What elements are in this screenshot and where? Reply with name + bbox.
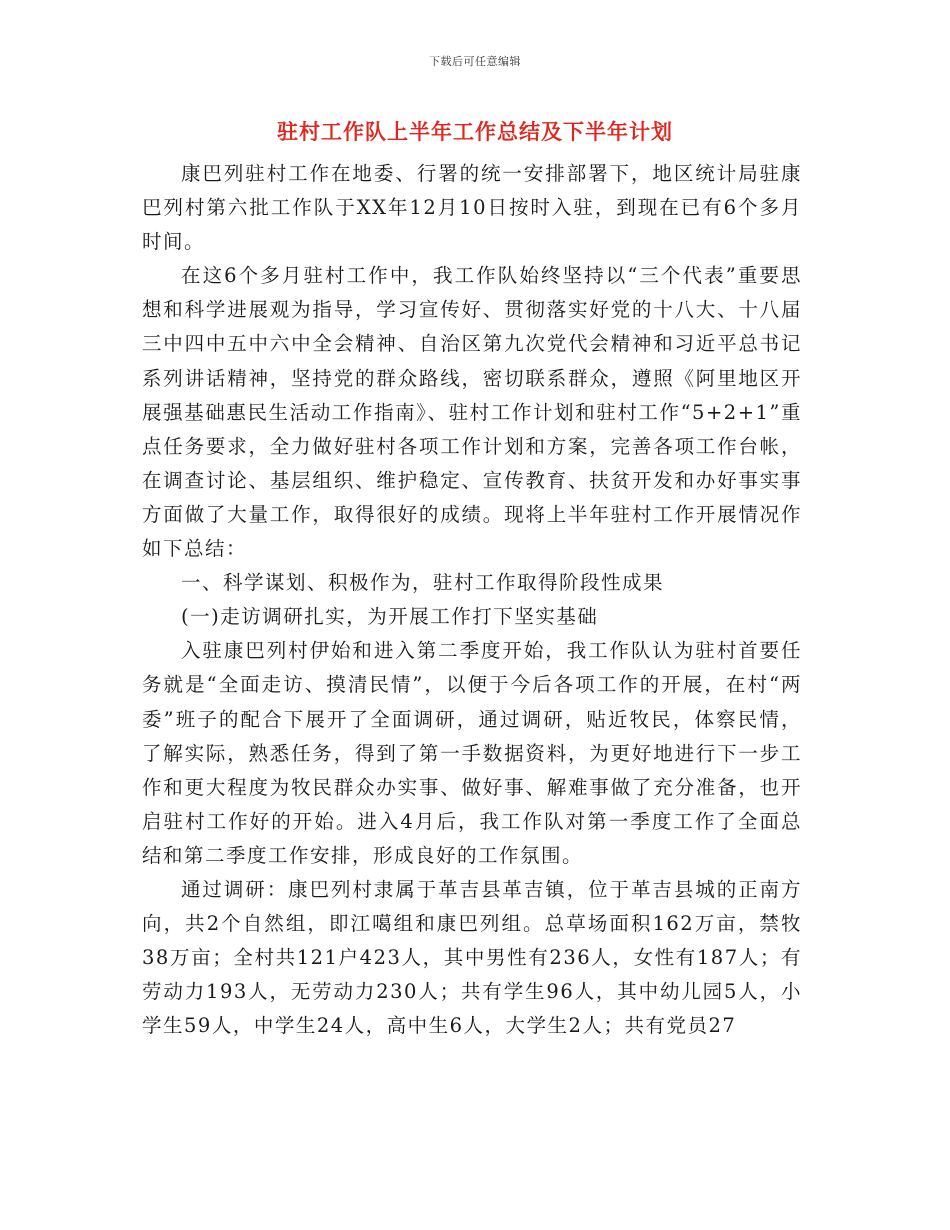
document-title: 驻村工作队上半年工作总结及下半年计划 [277,120,673,144]
document-body [142,157,802,1043]
paragraph-visits: 入驻康巴列村伊始和进入第二季度开始，我工作队认为驻村首要任务就是“全面走访、摸清民情”，以便于今后各项工作的开展，在村“两委”班子的配合下展开了全面调研，通过调研，贴近牧民，体察民情，了解实际，熟悉任务，得到了第一手数据资料，为更好地进行下一步工作和更大程度为牧民群众办实事、做好事、解难事做了充分准备，也开启驻村工作好的开始。进入4月后，我工作队对第一季度工作了全面总结和第二季度工作安排，形成良好的工作氛围。 [142,639,802,867]
subsection-heading-1: (一)走访调研扎实，为开展工作打下坚实基础 [181,605,599,629]
section-heading-1: 一、科学谋划、积极作为，驻村工作取得阶段性成果 [181,571,665,595]
paragraph-intro: 康巴列驻村工作在地委、行署的统一安排部署下，地区统计局驻康巴列村第六批工作队于XX年12月10日按时入驻，到现在已有6个多月时间。 [142,162,802,254]
header-note: 下载后可任意编辑 [429,55,521,68]
paragraph-survey: 通过调研：康巴列村隶属于革吉县革吉镇，位于革吉县城的正南方向，共2个自然组，即江噶组和康巴列组。总草场面积162万亩，禁牧38万亩；全村共121户423人，其中男性有236人，女性有187人；有劳动力193人，无劳动力230人；共有学生96人，其中幼儿园5人，小学生59人，中学生24人，高中生6人，大学生2人；共有党员27 [142,877,802,1038]
paragraph-overview: 在这6个多月驻村工作中，我工作队始终坚持以“三个代表”重要思想和科学进展观为指导，学习宣传好、贯彻落实好党的十八大、十八届三中四中五中六中全会精神、自治区第九次党代会精神和习近平总书记系列讲话精神，坚持党的群众路线，密切联系群众，遵照《阿里地区开展强基础惠民生活动工作指南》、驻村工作计划和驻村工作“5+2+1”重点任务要求，全力做好驻村各项工作计划和方案，完善各项工作台帐，在调查讨论、基层组织、维护稳定、宣传教育、扶贫开发和办好事实事方面做了大量工作，取得很好的成绩。现将上半年驻村工作开展情况作如下总结： [142,264,802,561]
